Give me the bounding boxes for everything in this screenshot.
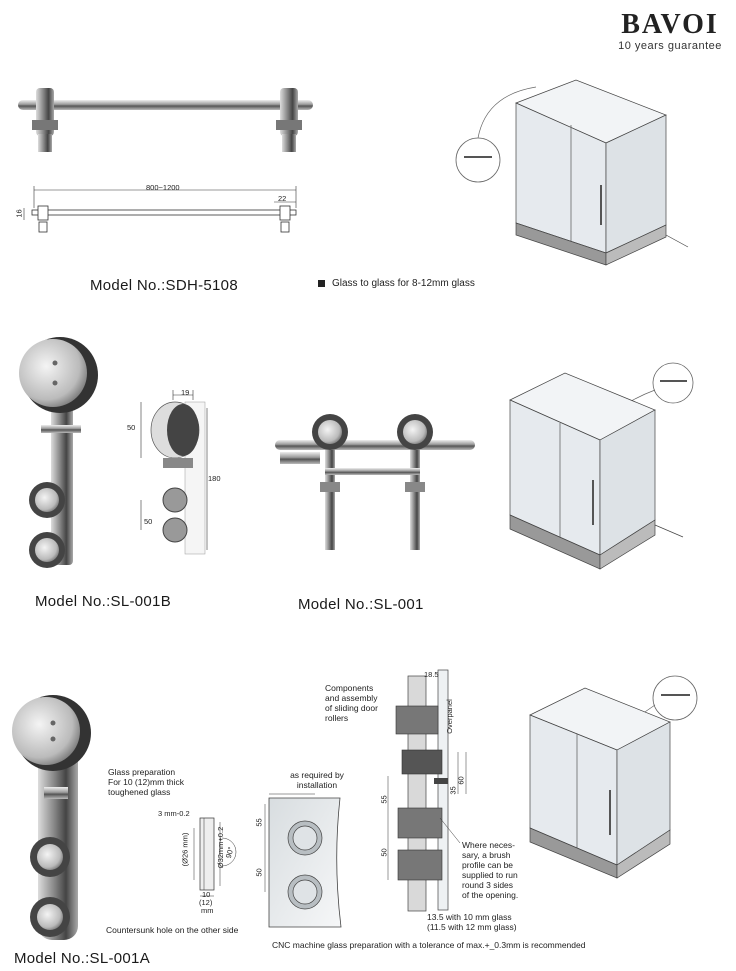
dim-total: 180 <box>208 474 221 483</box>
brush-line-2: sary, a brush <box>462 850 511 860</box>
feature-text: Glass to glass for 8-12mm glass <box>332 278 475 289</box>
brush-line-4: supplied to run <box>462 870 518 880</box>
glass-prep-line-2: For 10 (12)mm thick <box>108 777 185 787</box>
shower-enclosure-3 <box>525 670 730 885</box>
glass-note <box>427 912 517 932</box>
countersunk-note: Countersunk hole on the other side <box>106 925 239 935</box>
brush-note <box>462 840 518 900</box>
dim-side: 22 <box>278 194 287 203</box>
dim-r50: 50 <box>379 848 389 857</box>
required-line-2: installation <box>296 780 338 790</box>
brand-name: BAVOI <box>621 9 719 40</box>
dim-ten: 10 <box>202 890 211 899</box>
model-sdh-5108: Model No.:SDH-5108 <box>90 277 238 294</box>
roller-sl-001b-photo <box>15 335 95 575</box>
dim-r55: 55 <box>379 795 389 804</box>
components-line-3: of sliding door <box>325 703 378 713</box>
brush-line-5: round 3 sides <box>462 880 514 890</box>
components-line-1: Components <box>325 683 374 693</box>
overpanel-label: Overpanel <box>444 699 454 734</box>
required-line-1: as required by <box>290 770 344 780</box>
dim-mm: mm <box>201 906 214 915</box>
components-note <box>325 683 378 723</box>
required-note <box>272 770 362 790</box>
cnc-note: CNC machine glass preparation with a tolerance of max.+_0.3mm is recommended <box>272 940 586 950</box>
dim-r35: 35 <box>448 786 458 795</box>
model-sl-001b: Model No.:SL-001B <box>35 593 172 610</box>
dim-hole-b: Ø32mm+0.2 <box>216 826 226 869</box>
dim-b: 50 <box>144 517 153 526</box>
dim-angle: 90° <box>223 845 236 860</box>
brush-line-3: profile can be <box>462 860 514 870</box>
brush-line-6: of the opening. <box>462 890 519 900</box>
glass-prep-line-3: toughened glass <box>108 787 171 797</box>
model-sl-001: Model No.:SL-001 <box>298 596 424 613</box>
brand-tagline: 10 years guarantee <box>618 40 722 52</box>
glass-note-line-1: 13.5 with 10 mm glass <box>427 912 512 922</box>
glass-panel-holes-drawing <box>255 792 355 932</box>
brand-logo <box>614 10 726 52</box>
bullet-square-icon <box>318 280 325 287</box>
dim-p55: 55 <box>254 818 264 827</box>
dim-p50: 50 <box>254 868 264 877</box>
dim-top: 19 <box>181 388 190 397</box>
components-line-2: and assembly <box>325 693 378 703</box>
dim-height: 16 <box>14 209 24 218</box>
brush-line-1: Where neces- <box>462 840 515 850</box>
roller-sl-001a-photo <box>8 695 98 945</box>
dim-hole-a: (Ø26 mm) <box>180 832 190 867</box>
dim-length: 800~1200 <box>146 183 180 192</box>
shower-enclosure-2 <box>505 365 725 575</box>
dim-a: 50 <box>127 423 136 432</box>
model-sl-001a: Model No.:SL-001A <box>14 950 151 967</box>
roller-sl-001-photo <box>270 410 480 560</box>
handle-bar-photo <box>10 80 320 160</box>
dim-r185: 18.5 <box>424 670 439 679</box>
glass-note-line-2: (11.5 with 12 mm glass) <box>427 922 517 932</box>
dim-chamfer: 3 mm-0.2 <box>158 809 190 818</box>
glass-prep-line-1: Glass preparation <box>108 767 176 777</box>
shower-enclosure-1 <box>456 75 691 270</box>
dim-twelve: (12) <box>199 898 213 907</box>
dim-r60: 60 <box>456 776 466 785</box>
components-line-4: rollers <box>325 713 349 723</box>
